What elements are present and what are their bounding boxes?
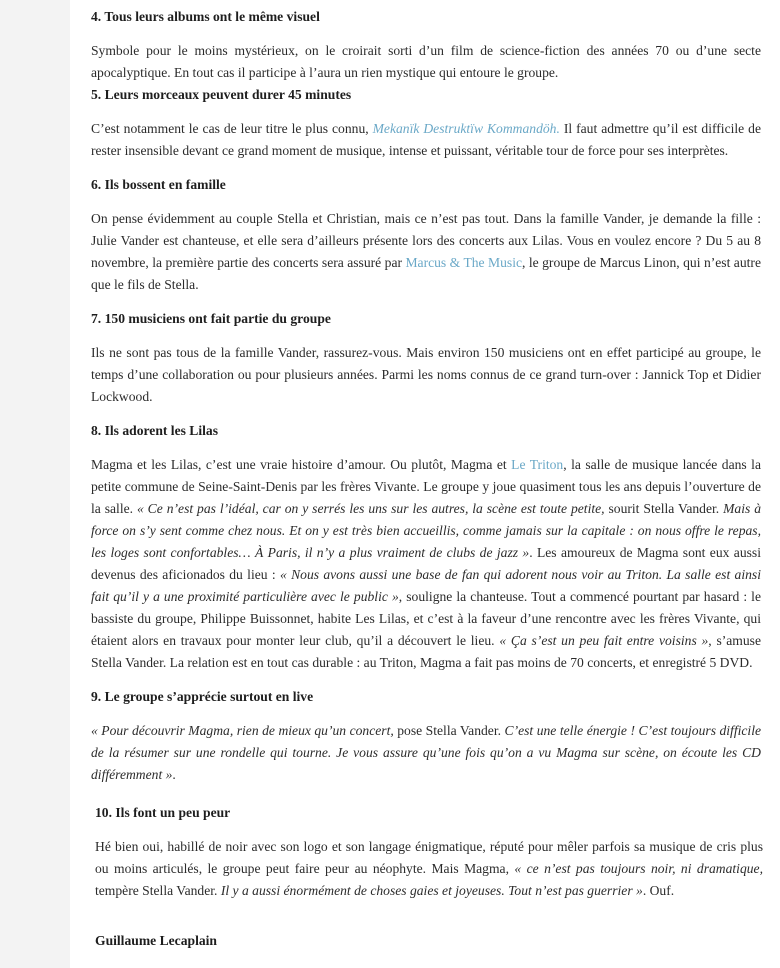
link-mekanik[interactable]: Mekanïk Destruktïw Kommandöh. xyxy=(372,121,560,136)
author-name: Guillaume Lecaplain xyxy=(95,933,217,948)
section-text-8: Magma et les Lilas, c’est une vraie histoire d’amour. Ou plutôt, Magma et Le Triton, la salle de musique lancée dans la petite commune de Seine-Saint-Denis par les frères Vivante. Le groupe y joue quasiment tous les ans depuis l’ouverture de la salle. « Ce n’est pas l’idéal, car on y serrés les uns sur les autres, la scène est toute petite, sourit Stella Vander. Mais à force on s’y sent comme chez nous. Et on y est très bien accueillis, comme jamais sur la capitale : on nous offre le repas, les loges sont confortables… À Paris, il n’y a plus vraiment de clubs de jazz ». Les amoureux de Magma sont eux aussi devenus des aficionados du lieu : « Nous avons aussi une base de fan qui adorent nous voir au Triton. La salle est ainsi fait qu’il y a une proximité particulière avec le public », souligne la chanteuse. Tout a commencé pourtant par hasard : le bassiste du groupe, Philippe Buissonnet, habite Les Lilas, et c’est à la faveur d’une rencontre avec les frères Vivante, qui étaient alors en travaux pour monter leur club, qu’il a découvert le lieu. « Ça s’est un peu fait entre voisins », s’amuse Stella Vander. La relation est en tout cas durable : au Triton, Magma a fait pas moins de 70 concerts, et enregistré 5 DVD. xyxy=(91,457,761,670)
section-heading-4: 4. Tous leurs albums ont le même visuel xyxy=(91,9,320,24)
left-margin-band xyxy=(0,0,70,968)
link-le-triton[interactable]: Le Triton xyxy=(511,457,564,472)
section-heading-5: 5. Leurs morceaux peuvent durer 45 minutes xyxy=(91,87,352,102)
article-body-lower xyxy=(95,802,763,952)
section-text-6: On pense évidemment au couple Stella et Christian, mais ce n’est pas tout. Dans la famille Vander, je demande la fille : Julie Vander est chanteuse, et elle sera d’ailleurs présente lors des concerts aux Lilas. Vous en voulez encore ? Du 5 au 8 novembre, la première partie des concerts sera assuré par Marcus & The Music, le groupe de Marcus Linon, qui n’est autre que le fils de Stella. xyxy=(91,211,761,292)
section-text-10: Hé bien oui, habillé de noir avec son logo et son langage énigmatique, réputé pour mêler parfois sa musique de cris plus ou moins articulés, le groupe peut faire peur au néophyte. Mais Magma, « ce n’est pas toujours noir, ni dramatique, tempère Stella Vander. Il y a aussi énormément de choses gaies et joyeuses. Tout n’est pas guerrier ». Ouf. xyxy=(95,839,763,898)
article-body xyxy=(91,6,761,786)
link-marcus-the-music[interactable]: Marcus & The Music xyxy=(405,255,523,270)
section-text-5: C’est notamment le cas de leur titre le plus connu, Mekanïk Destruktïw Kommandöh. Il faut admettre qu’il est difficile de rester insensible devant ce grand moment de musique, intense et puissant, véritable tour de force pour ses interprètes. xyxy=(91,121,761,158)
section-text-9: « Pour découvrir Magma, rien de mieux qu’un concert, pose Stella Vander. C’est une telle énergie ! C’est toujours difficile de la résumer sur une rondelle qui tourne. Je vous assure qu’une fois qu’on a vu Magma sur scène, on écoute les CD différemment ». xyxy=(91,723,761,782)
section-text-7: Ils ne sont pas tous de la famille Vander, rassurez-vous. Mais environ 150 musiciens ont en effet participé au groupe, le temps d’une collaboration ou pour plusieurs années. Parmi les noms connus de ce grand turn-over : Jannick Top et Didier Lockwood. xyxy=(91,345,761,404)
section-heading-8: 8. Ils adorent les Lilas xyxy=(91,423,219,438)
section-heading-6: 6. Ils bossent en famille xyxy=(91,177,226,192)
section-heading-9: 9. Le groupe s’apprécie surtout en live xyxy=(91,689,314,704)
section-heading-10: 10. Ils font un peu peur xyxy=(95,805,231,820)
section-text-4: Symbole pour le moins mystérieux, on le croirait sorti d’un film de science-fiction des années 70 ou d’une secte apocalyptique. En tout cas il participe à l’aura un rien mystique qui entoure le groupe. xyxy=(91,43,761,80)
section-heading-7: 7. 150 musiciens ont fait partie du groupe xyxy=(91,311,331,326)
